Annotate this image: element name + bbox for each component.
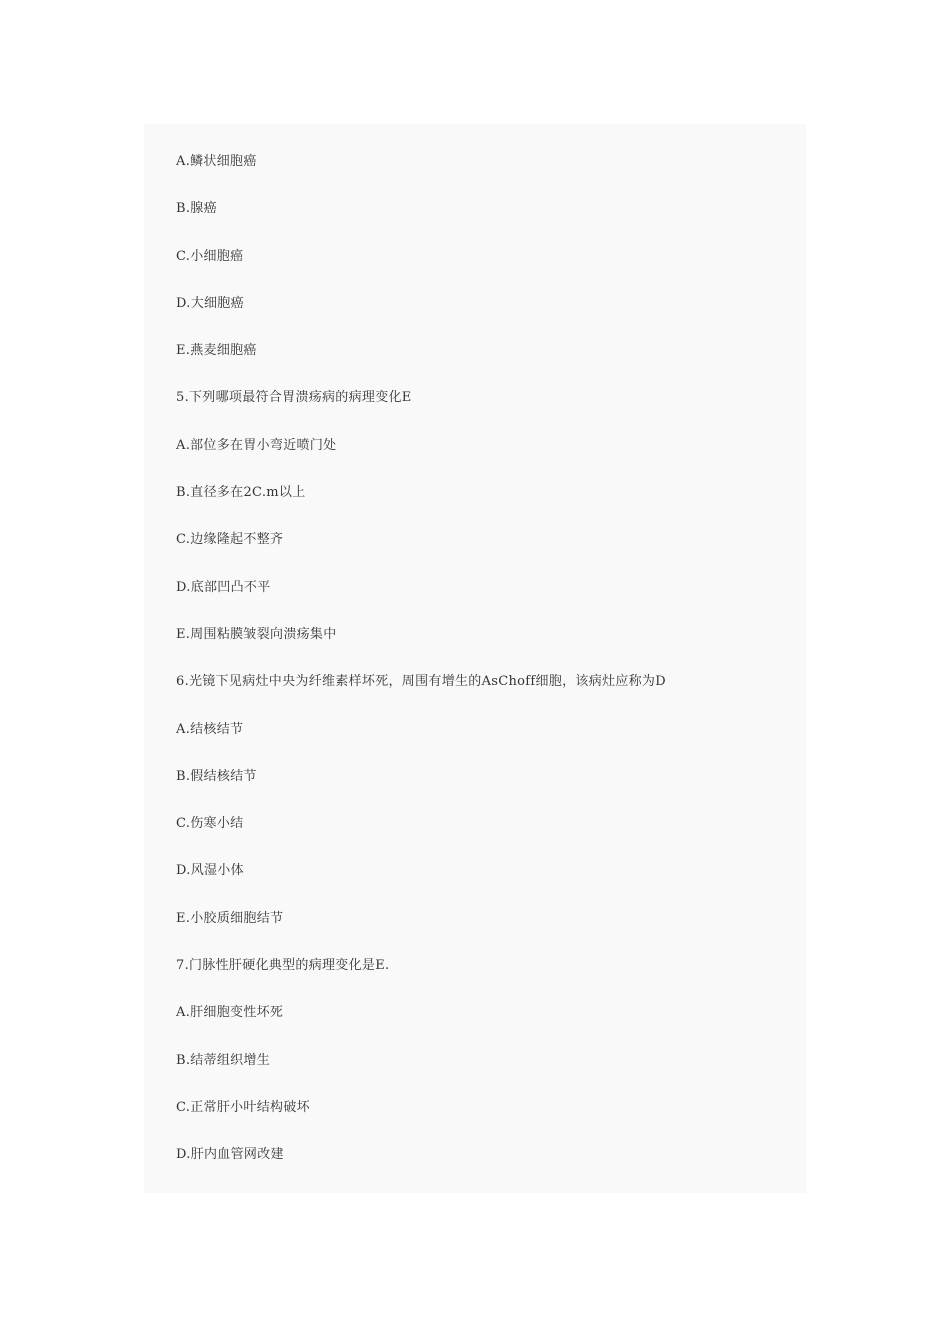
option-line: A.肝细胞变性坏死 <box>176 1005 284 1021</box>
question-line: 5.下列哪项最符合胃溃疡病的病理变化E <box>176 390 412 406</box>
option-line: A.结核结节 <box>176 721 244 737</box>
option-line: C.小细胞癌 <box>176 248 244 264</box>
option-line: A.鳞状细胞癌 <box>176 154 257 169</box>
question-line: 7.门脉性肝硬化典型的病理变化是E. <box>176 958 390 974</box>
question-list <box>176 152 786 1193</box>
document-panel <box>144 124 806 1193</box>
option-line: E.燕麦细胞癌 <box>176 343 257 359</box>
option-line: E.周围粘膜皱裂向溃疡集中 <box>176 626 337 642</box>
option-line: B.直径多在2C.m以上 <box>176 485 306 501</box>
option-line: C.正常肝小叶结构破坏 <box>176 1099 310 1115</box>
option-line: B.结蒂组织增生 <box>176 1052 271 1068</box>
option-line: C.边缘隆起不整齐 <box>176 532 284 548</box>
option-line: C.伤寒小结 <box>176 816 244 832</box>
option-line: B.腺癌 <box>176 201 217 217</box>
question-line: 6.光镜下见病灶中央为纤维素样坏死，周围有增生的AsChoff细胞，该病灶应称为D <box>176 674 666 690</box>
option-line: D.风湿小体 <box>176 863 244 879</box>
option-line: B.假结核结节 <box>176 768 257 784</box>
option-line: A.部位多在胃小弯近喷门处 <box>176 437 337 453</box>
option-line: D.底部凹凸不平 <box>176 579 271 595</box>
option-line: D.肝内血管网改建 <box>176 1147 284 1163</box>
option-line: E.小胶质细胞结节 <box>176 910 284 926</box>
option-line: D.大细胞癌 <box>176 295 244 311</box>
